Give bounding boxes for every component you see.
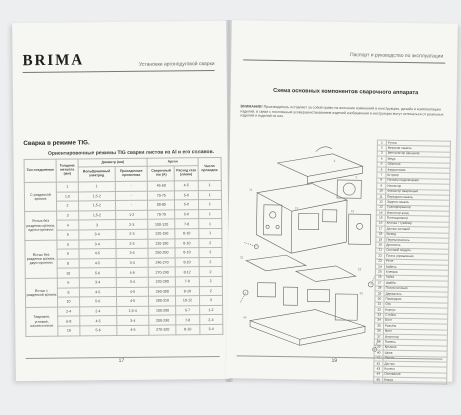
legend-label: Корпус bbox=[384, 307, 448, 313]
filler-cell: 1,5-4 bbox=[116, 306, 149, 316]
filler-cell: 3-4 bbox=[116, 248, 149, 258]
legend-number: 8 bbox=[377, 178, 386, 184]
joint-type-cell: Встык с разделкой кромок bbox=[25, 278, 57, 307]
flow-cell: 5-7 bbox=[176, 305, 199, 315]
flow-cell: 8-10 bbox=[175, 257, 198, 267]
tig-table-body bbox=[24, 180, 223, 336]
electrode-cell: 4-5 bbox=[79, 249, 116, 259]
legend-label: Датчик силовой bbox=[385, 226, 449, 232]
legend-label: Дроссель bbox=[385, 243, 449, 249]
passes-cell: 2 bbox=[199, 248, 223, 258]
flow-cell: 5-6 bbox=[175, 209, 198, 219]
legend-number: 11 bbox=[377, 194, 386, 200]
legend-label: Потенциометр bbox=[385, 216, 449, 222]
header-rule bbox=[23, 70, 215, 73]
legend-number: 44 bbox=[374, 372, 383, 378]
flow-cell: 5-6 bbox=[175, 190, 198, 200]
header-electrode: Вольфрамовый электрод bbox=[78, 167, 115, 182]
flow-cell: 7-8 bbox=[176, 315, 199, 325]
thickness-cell: 6-8 bbox=[58, 316, 80, 326]
header-argon: Аргон bbox=[148, 158, 198, 167]
legend-number: 3 bbox=[377, 151, 386, 157]
callout: 13 bbox=[294, 206, 299, 211]
legend-number: 33 bbox=[375, 313, 384, 319]
legend-label: Обмотка bbox=[386, 162, 450, 168]
legend-number: 42 bbox=[374, 361, 383, 367]
filler-cell: 2-3 bbox=[115, 220, 148, 230]
thickness-cell: 8 bbox=[57, 259, 79, 269]
thickness-cell: 2-4 bbox=[58, 307, 80, 317]
legend-label: Задняя панель bbox=[385, 199, 449, 205]
flow-cell: 8-10 bbox=[175, 238, 198, 248]
legend-label: Ручка bbox=[386, 140, 450, 146]
current-cell: 200-290 bbox=[149, 315, 176, 325]
legend-label: Основание bbox=[383, 372, 447, 378]
running-title: Установки аргонодуговой сварки bbox=[139, 61, 215, 68]
legend-number: 25 bbox=[375, 269, 384, 275]
diagram-title: Схема основных компонентов сварочного аппарата bbox=[273, 87, 419, 97]
legend-number: 17 bbox=[376, 226, 385, 232]
electrode-cell: 5-6 bbox=[80, 297, 117, 307]
callout: 3 bbox=[355, 175, 358, 180]
electrode-cell: 1,5-2 bbox=[78, 191, 115, 201]
legend-number: 32 bbox=[375, 307, 384, 313]
filler-cell: - bbox=[115, 191, 148, 201]
legend-label: Лампа bbox=[383, 356, 447, 362]
legend-number: 36 bbox=[374, 329, 383, 335]
header-diameter: Диаметр (мм) bbox=[78, 158, 148, 167]
legend-label: Медь bbox=[386, 156, 450, 162]
current-cell: 220-280 bbox=[149, 277, 176, 287]
legend-number: 16 bbox=[376, 221, 385, 227]
callout: 12 bbox=[350, 209, 355, 214]
handle bbox=[316, 147, 332, 152]
thickness-cell: 1 bbox=[56, 182, 78, 192]
filler-cell: 4-5 bbox=[116, 296, 149, 306]
thickness-cell: 10 bbox=[57, 268, 79, 278]
legend-label: Стойка bbox=[384, 313, 448, 319]
flow-cell: 7-8 bbox=[175, 219, 198, 229]
filler-cell: 1-2 bbox=[115, 210, 148, 220]
legend-number: 10 bbox=[377, 189, 386, 195]
joint-type-cell: Тавровое, угловое, нахлесточное bbox=[26, 307, 58, 336]
thickness-cell: 10 bbox=[58, 297, 80, 307]
filler-cell: 4-5 bbox=[116, 287, 149, 297]
electrode-cell: 5-6 bbox=[79, 268, 116, 278]
legend-number: 9 bbox=[377, 183, 386, 189]
legend-number: 22 bbox=[376, 253, 385, 259]
legend-number: 31 bbox=[375, 302, 384, 308]
tig-modes-table bbox=[24, 157, 224, 337]
passes-cell: 1 bbox=[198, 228, 222, 238]
current-cell: 70-75 bbox=[148, 210, 175, 220]
passes-cell: 2 bbox=[199, 276, 223, 286]
table-title: Ориентировочные режимы TIG сварки листов из Al и его сплавов. bbox=[47, 149, 215, 157]
legend-label: Проводник bbox=[384, 296, 448, 302]
legend-number: 35 bbox=[374, 323, 383, 329]
attention-note bbox=[240, 104, 446, 121]
legend-number: 18 bbox=[376, 232, 385, 238]
legend-number: 43 bbox=[374, 366, 383, 372]
electrode-cell: 1,5-2 bbox=[78, 201, 115, 211]
legend-label: Разъём bbox=[383, 323, 447, 329]
legend-number: 41 bbox=[374, 356, 383, 362]
current-cell: 100-200 bbox=[149, 306, 176, 316]
thickness-cell: 4 bbox=[57, 220, 79, 230]
legend-number: 38 bbox=[374, 339, 383, 345]
page-number: 19 bbox=[331, 357, 338, 364]
current-cell: 100-120 bbox=[148, 219, 175, 229]
side-panel bbox=[335, 294, 357, 320]
legend-label: Трансформатор bbox=[385, 205, 449, 211]
legend-label: Изолятор bbox=[386, 183, 450, 189]
legend-label: Панель bbox=[383, 340, 447, 346]
filler-cell: 2-3 bbox=[115, 229, 148, 239]
filler-cell: 3-4 bbox=[116, 277, 149, 287]
legend-number: 37 bbox=[374, 334, 383, 340]
header-joint: Тип соединения bbox=[24, 159, 56, 182]
filler-cell: - bbox=[115, 181, 148, 191]
legend-label: Шкив bbox=[383, 350, 447, 356]
current-cell: 70-75 bbox=[148, 191, 175, 201]
current-cell: 270-290 bbox=[149, 267, 176, 277]
legend-number: 14 bbox=[376, 210, 385, 216]
callout: 21 bbox=[240, 255, 244, 260]
callout: 22 bbox=[357, 267, 362, 272]
electrode-cell: 3-4 bbox=[79, 277, 116, 287]
top-cover bbox=[277, 153, 362, 180]
transformer bbox=[299, 213, 319, 229]
thickness-cell: 1,5 bbox=[56, 192, 78, 202]
current-cell: 270-320 bbox=[149, 325, 176, 335]
flow-cell: 7-8 bbox=[176, 277, 199, 287]
legend-label: Шайба bbox=[384, 280, 448, 286]
current-cell: 250-250 bbox=[148, 248, 175, 258]
filler-cell: 4-5 bbox=[116, 268, 149, 278]
legend-label: Кнопка / тумблер bbox=[385, 221, 449, 227]
legend-number: 30 bbox=[375, 296, 384, 302]
filler-cell: 3-4 bbox=[116, 258, 149, 268]
passes-cell: 2-4 bbox=[199, 315, 223, 325]
legend-label: Изолятор вход bbox=[385, 210, 449, 216]
current-cell: 260-300 bbox=[149, 286, 176, 296]
legend-label: Датчик bbox=[383, 361, 447, 367]
note-text: Производитель оставляет за собой право на внесение изменений в конструкцию, дизайн и комплектацию изделий, в связи с постоянным усовершенствованием изделий изображения в инструкции могут отличаться от реальных изделий и изделий из них. bbox=[240, 104, 444, 119]
parts-legend bbox=[373, 140, 451, 385]
legend-number: 12 bbox=[376, 199, 385, 205]
flow-cell: 8-10 bbox=[175, 229, 198, 239]
legend-label: Колесо bbox=[383, 367, 447, 373]
legend-number: 4 bbox=[377, 156, 386, 162]
joint-type-cell: Встык без разделки кромок, односторонняя bbox=[25, 211, 57, 240]
thickness-cell: 6 bbox=[57, 249, 79, 259]
legend-label: Силовой модуль bbox=[385, 248, 449, 254]
joint-type-cell: Встык без разделки кромок, двусторонняя bbox=[25, 240, 57, 279]
running-title: Паспорт и руководство по эксплуатации bbox=[349, 52, 444, 60]
flow-cell: 8-10 bbox=[176, 286, 199, 296]
electrode-cell: 4-5 bbox=[79, 287, 116, 297]
control-board bbox=[246, 255, 306, 272]
callout: 11 bbox=[249, 187, 253, 192]
current-cell: 280-310 bbox=[149, 296, 176, 306]
note-label: ВНИМАНИЕ! bbox=[240, 104, 263, 109]
legend-number: 13 bbox=[376, 205, 385, 211]
legend-label: Изолятор bbox=[383, 334, 447, 340]
legend-number: 15 bbox=[376, 216, 385, 222]
thickness-cell: 6 bbox=[57, 278, 79, 288]
thickness-cell: 10 bbox=[58, 326, 80, 336]
electrode-cell: 5-6 bbox=[80, 325, 117, 335]
callout: 32 bbox=[359, 291, 363, 296]
legend-label: Крышка bbox=[383, 345, 447, 351]
joint-type-cell: С разделкой кромок bbox=[24, 182, 56, 211]
passes-cell: 1 bbox=[198, 190, 222, 200]
header-filler: Присадочная проволока bbox=[115, 166, 148, 181]
legend-number: 27 bbox=[375, 280, 384, 286]
passes-cell: 3 bbox=[199, 296, 223, 306]
filler-cell: 4-5 bbox=[116, 325, 149, 335]
legend-label: Плата управления bbox=[385, 253, 449, 259]
current-cell: 120-150 bbox=[148, 229, 175, 239]
power-board bbox=[296, 265, 356, 282]
legend-label: Вентилятор (крышка) bbox=[386, 151, 450, 157]
filler-cell: 3-4 bbox=[116, 316, 149, 326]
exploded-view-diagram bbox=[234, 142, 387, 364]
passes-cell: 2 bbox=[199, 257, 223, 267]
legend-number: 21 bbox=[376, 248, 385, 254]
front-panel bbox=[263, 205, 281, 235]
current-cell: 240-270 bbox=[149, 258, 176, 268]
legend-label: Клемма bbox=[384, 270, 448, 276]
electrode-cell: 2-4 bbox=[80, 306, 117, 316]
current-cell: 120-180 bbox=[148, 238, 175, 248]
passes-cell: 2 bbox=[199, 286, 223, 296]
legend-number: 2 bbox=[377, 145, 386, 151]
legend-label: Реле bbox=[385, 259, 449, 265]
legend-label: Фиксатор сварочный bbox=[386, 189, 450, 195]
header-current: Сварочный ток (А) bbox=[148, 166, 175, 181]
legend-number: 24 bbox=[375, 264, 384, 270]
legend-label: Передняя панель bbox=[386, 194, 450, 200]
legend-number: 1 bbox=[377, 140, 386, 146]
thickness-cell: 2 bbox=[57, 201, 79, 211]
legend-number: 39 bbox=[374, 345, 383, 351]
legend-label: Ось bbox=[384, 302, 448, 308]
passes-cell: 2 bbox=[198, 238, 222, 248]
passes-cell: 2 bbox=[199, 267, 223, 277]
flow-cell: 8-10 bbox=[176, 325, 199, 335]
brand-logo: BRIMA bbox=[22, 51, 85, 70]
legend-number: 29 bbox=[375, 291, 384, 297]
legend-label: Переключатель bbox=[385, 237, 449, 243]
thickness-cell: 8 bbox=[57, 287, 79, 297]
electrode-cell: 1 bbox=[78, 182, 115, 192]
flow-cell: 5-6 bbox=[175, 200, 198, 210]
legend-label: Держатель bbox=[384, 291, 448, 297]
legend-label: Вывод bbox=[385, 232, 449, 238]
legend-number: 6 bbox=[377, 167, 386, 173]
header-passes: Число проходов bbox=[198, 157, 222, 180]
legend-number: 7 bbox=[377, 172, 386, 178]
callout: 44 bbox=[243, 315, 247, 320]
legend-number: 19 bbox=[376, 237, 385, 243]
flow-cell: 8-10 bbox=[175, 248, 198, 258]
electrode-cell: 3-4 bbox=[79, 239, 116, 249]
passes-cell: 1 bbox=[198, 209, 222, 219]
header-rule bbox=[243, 59, 445, 63]
knob bbox=[270, 212, 276, 218]
legend-label: Ферритовая bbox=[386, 167, 450, 173]
legend-number: 40 bbox=[374, 350, 383, 356]
passes-cell: 1 bbox=[198, 180, 222, 190]
legend-label: Кожух bbox=[383, 377, 447, 383]
passes-cell: 3-4 bbox=[199, 324, 223, 334]
passes-cell: 1 bbox=[198, 219, 222, 229]
electrode-cell: 4-5 bbox=[79, 258, 116, 268]
legend-label: Кабель bbox=[384, 264, 448, 270]
electrode-cell: 3 bbox=[79, 220, 116, 230]
legend-number: 23 bbox=[376, 259, 385, 265]
filler-cell: - bbox=[115, 200, 148, 210]
page-number: 17 bbox=[118, 357, 125, 365]
thickness-cell: 3 bbox=[57, 211, 79, 221]
passes-cell: 1-2 bbox=[199, 305, 223, 315]
right-page bbox=[226, 20, 458, 382]
passes-cell: 1 bbox=[198, 200, 222, 210]
legend-label: Разъём подключения bbox=[386, 178, 450, 184]
electrode-cell: 4-5 bbox=[80, 316, 117, 326]
legend-number: 26 bbox=[375, 275, 384, 281]
thickness-cell: 5 bbox=[57, 230, 79, 240]
fan-housing bbox=[337, 180, 361, 198]
section-title: Сварка в режиме TIG. bbox=[23, 139, 90, 148]
legend-number: 34 bbox=[375, 318, 384, 324]
electrode-cell: 1,5-2 bbox=[79, 210, 116, 220]
legend-label: Верхняя панель bbox=[386, 146, 450, 152]
callout: 2 bbox=[333, 158, 336, 163]
flow-cell: 10-12 bbox=[176, 296, 199, 306]
legend-label: Штуцер bbox=[386, 173, 450, 179]
legend-number: 28 bbox=[375, 286, 384, 292]
header-flow: Расход газа (л/мин) bbox=[174, 166, 197, 181]
current-cell: 45-60 bbox=[148, 181, 175, 191]
legend-number: 45 bbox=[374, 377, 383, 383]
electrode-cell: 3-4 bbox=[79, 230, 116, 240]
legend-label: Болт bbox=[384, 318, 448, 324]
legend-number: 20 bbox=[376, 242, 385, 248]
legend-row bbox=[374, 377, 447, 384]
filler-cell: 2-3 bbox=[115, 239, 148, 249]
chassis-top bbox=[257, 183, 347, 212]
legend-label: Плата питания bbox=[384, 286, 448, 292]
thickness-cell: 5 bbox=[57, 240, 79, 250]
legend-number: 5 bbox=[377, 162, 386, 168]
flow-cell: 8-12 bbox=[175, 267, 198, 277]
current-cell: 80-85 bbox=[148, 200, 175, 210]
legend-label: Гайка bbox=[384, 275, 448, 281]
left-page bbox=[12, 21, 230, 381]
header-thickness: Толщина металла (мм) bbox=[56, 159, 78, 182]
flow-cell: 4-5 bbox=[175, 181, 198, 191]
legend-label: Винт bbox=[383, 329, 447, 335]
